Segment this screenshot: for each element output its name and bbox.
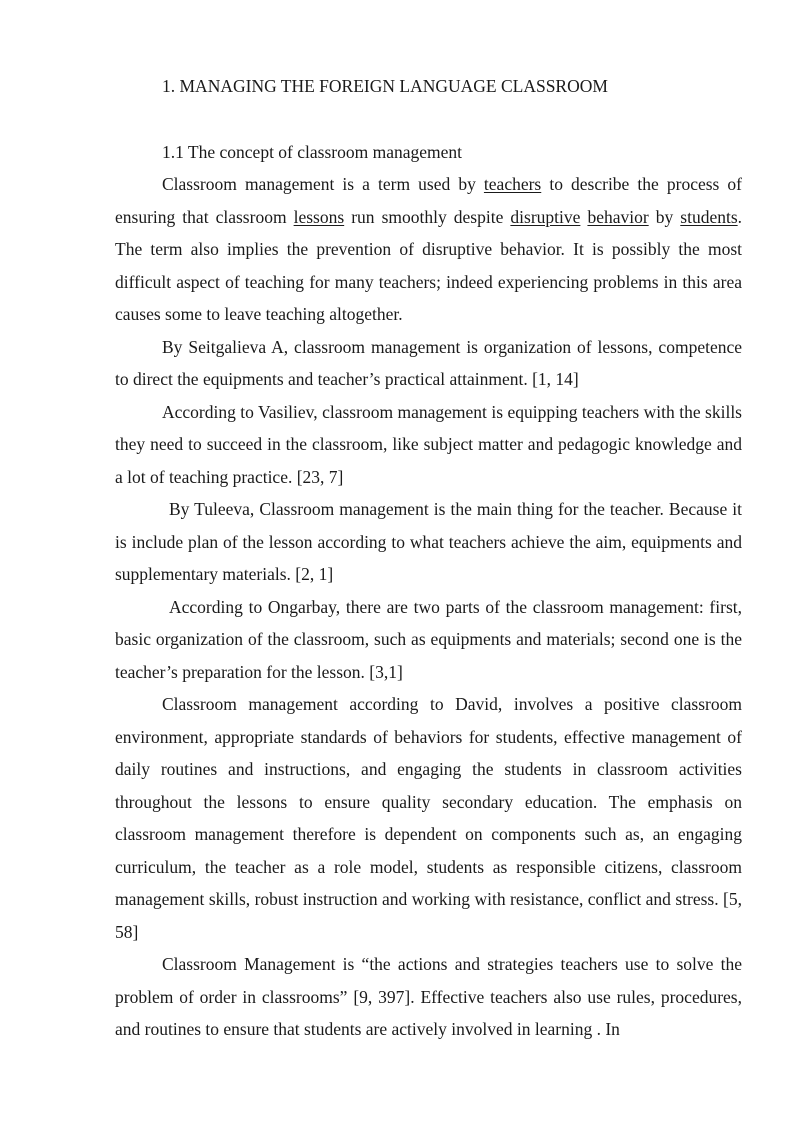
document-page bbox=[115, 70, 742, 1046]
link-lessons[interactable]: lessons bbox=[293, 206, 345, 227]
paragraph-vasiliev: According to Vasiliev, classroom management is equipping teachers with the skills they need to succeed in the classroom, like subject matter and pedagogic knowledge and a lot of teaching practice. [23, 7] bbox=[115, 401, 742, 487]
link-teachers[interactable]: teachers bbox=[483, 174, 542, 194]
paragraph-david: Classroom management according to David, involves a positive classroom environment, appropriate standards of behaviors for students, effective management of daily routines and instructions, and engaging the students in classroom activities throughout the lessons to ensure quality secondary education. The emphasis on classroom management therefore is dependent on components such as, an engaging curriculum, the teacher as a role model, students as responsible citizens, classroom management skills, robust instruction and working with resistance, conflict and stress. [5, 58] bbox=[115, 694, 742, 942]
paragraph-seitgalieva: By Seitgalieva A, classroom management is organization of lessons, competence to direct the equipments and teacher’s practical attainment. [1, 14] bbox=[115, 336, 742, 389]
link-behavior[interactable]: behavior bbox=[587, 206, 649, 227]
paragraph-text: run smoothly despite bbox=[344, 206, 511, 227]
paragraph-tuleeva: By Tuleeva, Classroom management is the main thing for the teacher. Because it is include plan of the lesson according to what teachers achieve the aim, equipments and supplementary materials. [2, 1] bbox=[115, 499, 742, 584]
paragraph-text: . The term also implies the prevention of disruptive behavior. It is possibly the most difficult aspect of teaching for many teachers; indeed experiencing problems in this area causes some to leave teaching altogether. bbox=[115, 206, 743, 324]
link-students[interactable]: students bbox=[680, 206, 738, 227]
paragraph-text: by bbox=[648, 206, 681, 227]
paragraph-classroom-management-definition: Classroom Management is “the actions and strategies teachers use to solve the problem of order in classrooms” [9, 397]. Effective teachers also use rules, procedures, and routines to ensure that students are actively involved in learning . In bbox=[115, 954, 742, 1039]
paragraph-text: Classroom management is a term used by bbox=[162, 174, 484, 194]
link-disruptive[interactable]: disruptive bbox=[510, 206, 581, 227]
paragraph-ongarbay: According to Ongarbay, there are two parts of the classroom management: first, basic organization of the classroom, such as equipments and materials; second one is the teacher’s preparation for the lesson. [3,1] bbox=[115, 596, 742, 682]
chapter-title: 1. MANAGING THE FOREIGN LANGUAGE CLASSROOM bbox=[162, 76, 608, 96]
section-title: 1.1 The concept of classroom management bbox=[162, 141, 462, 162]
paragraph-text: to describe the process of ensuring that classroom bbox=[115, 174, 743, 227]
paragraph-definition bbox=[115, 168, 742, 331]
